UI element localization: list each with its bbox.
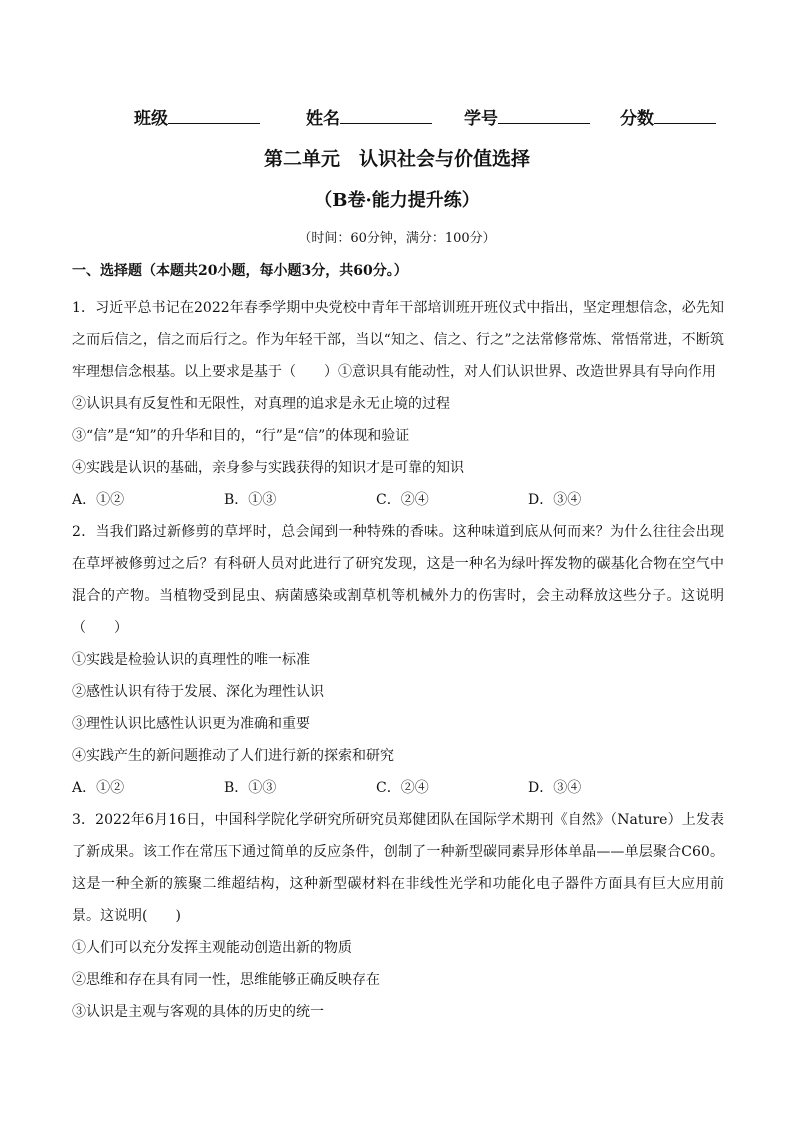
score-field[interactable] [620, 105, 716, 131]
answer-options [72, 772, 724, 804]
question-2 [72, 516, 724, 804]
option-c[interactable]: C．②④ [376, 492, 429, 508]
class-blank[interactable] [168, 105, 260, 124]
name-label: 姓名 [306, 109, 340, 129]
statement-item: ①人们可以充分发挥主观能动创造出新的物质 [72, 940, 352, 956]
questions-content [72, 292, 724, 1028]
option-c[interactable]: C．②④ [376, 780, 429, 796]
score-label: 分数 [620, 109, 654, 129]
statement-item: ③认识是主观与客观的具体的历史的统一 [72, 1004, 324, 1020]
question-stem: 3．2022年6月16日，中国科学院化学研究所研究员郑健团队在国际学术期刊《自然》（Nature）上发表了新成果。该工作在常压下通过简单的反应条件，创制了一种新型碳同素异形体单晶——单层聚合C60。这是一种全新的簇聚二维超结构，这种新型碳材料在非线性光学和功能化电子器件方面具有巨大应用前景。这说明( ) [72, 812, 724, 924]
answer-options [72, 484, 724, 516]
question-3 [72, 804, 724, 1028]
statement-item: ②思维和存在具有同一性，思维能够正确反映存在 [72, 972, 380, 988]
name-blank[interactable] [340, 105, 432, 124]
statement-item: ①实践是检验认识的真理性的唯一标准 [72, 652, 310, 668]
option-a[interactable]: A．①② [72, 780, 125, 796]
option-b[interactable]: B．①③ [224, 492, 277, 508]
name-field[interactable] [306, 105, 432, 131]
statement-item: ④实践产生的新问题推动了人们进行新的探索和研究 [72, 748, 394, 764]
student-id-blank[interactable] [498, 105, 590, 124]
paper-subtitle: （B卷·能力提升练） [314, 190, 480, 211]
statement-item: ④实践是认识的基础，亲身参与实践获得的知识才是可靠的知识 [72, 460, 464, 476]
exam-time-score: （时间：60分钟，满分：100分） [298, 231, 496, 246]
student-id-field[interactable] [464, 105, 590, 131]
statement-item: ③“信”是“知”的升华和目的，“行”是“信”的体现和验证 [72, 428, 410, 444]
option-d[interactable]: D．③④ [528, 492, 582, 508]
option-a[interactable]: A．①② [72, 492, 125, 508]
class-field[interactable] [134, 105, 260, 131]
option-b[interactable]: B．①③ [224, 780, 277, 796]
class-label: 班级 [134, 109, 168, 129]
unit-title: 第二单元 认识社会与价值选择 [263, 148, 530, 170]
question-stem: 2．当我们路过新修剪的草坪时，总会闻到一种特殊的香味。这种味道到底从何而来？为什么往往会出现在草坪被修剪过之后？有科研人员对此进行了研究发现，这是一种名为绿叶挥发物的碳基化合物在空气中混合的产物。当植物受到昆虫、病菌感染或割草机等机械外力的伤害时，会主动释放这些分子。这说明（ ） [72, 524, 724, 636]
question-stem: 1．习近平总书记在2022年春季学期中央党校中青年干部培训班开班仪式中指出，坚定理想信念，必先知之而后信之，信之而后行之。作为年轻干部，当以“知之、信之、行之”之法常修常炼、常悟常进，不断筑牢理想信念根基。以上要求是基于（ ）①意识具有能动性，对人们认识世界、改造世界具有导向作用 [72, 300, 724, 380]
student-id-label: 学号 [464, 109, 498, 129]
statement-item: ③理性认识比感性认识更为准确和重要 [72, 716, 310, 732]
score-blank[interactable] [654, 105, 716, 124]
section-heading: 一、选择题（本题共20小题，每小题3分，共60分。） [72, 263, 408, 279]
option-d[interactable]: D．③④ [528, 780, 582, 796]
statement-item: ②感性认识有待于发展、深化为理性认识 [72, 684, 324, 700]
question-1 [72, 292, 724, 516]
statement-item: ②认识具有反复性和无限性，对真理的追求是永无止境的过程 [72, 396, 450, 412]
